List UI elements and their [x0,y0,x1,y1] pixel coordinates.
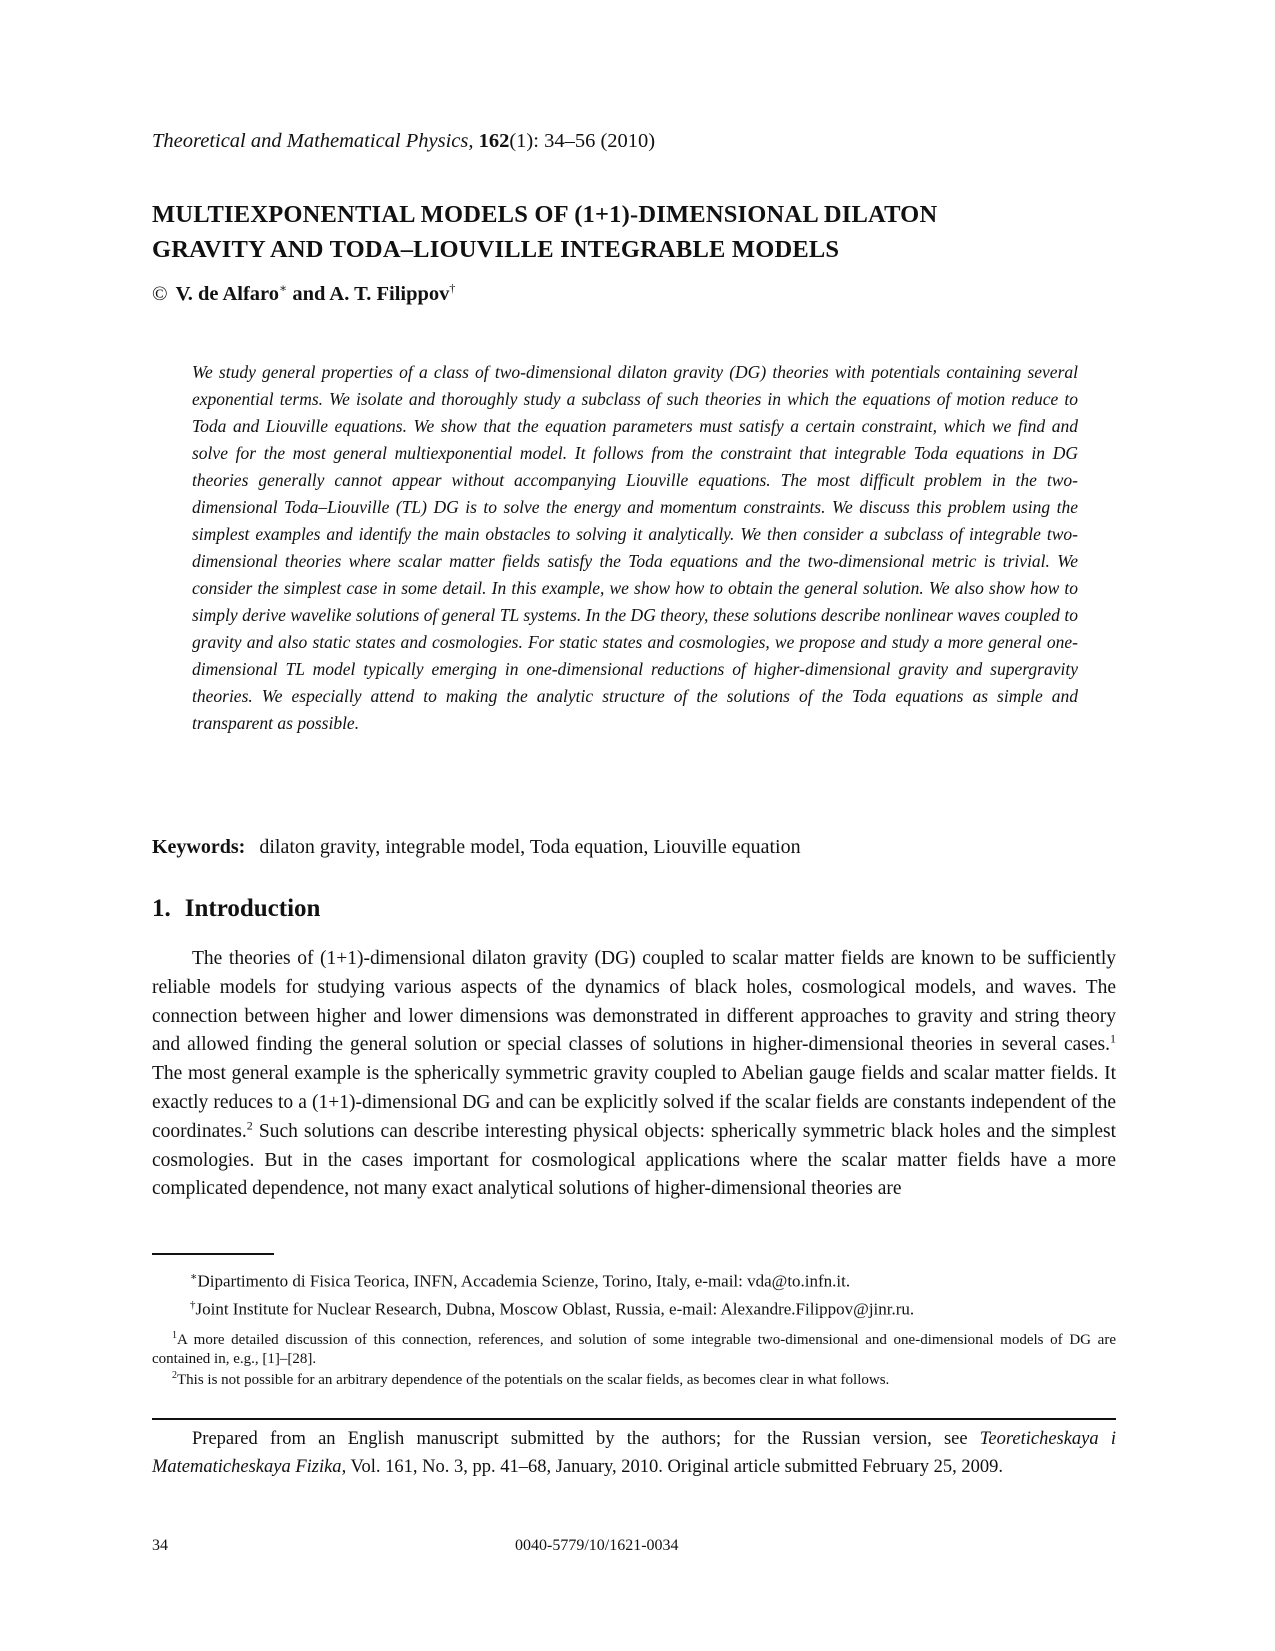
affiliation-1 [190,1264,850,1295]
keywords [152,836,801,859]
preparation-note [152,1425,1116,1481]
abstract: We study general properties of a class of two-dimensional dilaton gravity (DG) theories with potentials containing several exponential terms. We isolate and thoroughly study a subclass of such theories in which the equations of motion reduce to Toda and Liouville equations. We show that the equation parameters must satisfy a certain constraint, which we find and solve for the most general multiexponential model. It follows from the constraint that integrable Toda equations in DG theories generally cannot appear without accompanying Liouville equations. The most difficult problem in the two-dimensional Toda–Liouville (TL) DG is to solve the energy and momentum constraints. We discuss this problem using the simplest examples and identify the main obstacles to solving it analytically. We then consider a subclass of integrable two-dimensional theories where scalar matter fields satisfy the Toda equations and the two-dimensional metric is trivial. We consider the simplest case in some detail. In this example, we show how to obtain the general solution. We also show how to simply derive wavelike solutions of general TL systems. In the DG theory, these solutions describe nonlinear waves coupled to gravity and also static states and cosmologies. For static states and cosmologies, we propose and study a more general one-dimensional TL model typically emerging in one-dimensional reductions of higher-dimensional gravity and supergravity theories. We especially attend to making the analytic structure of the solutions of the Toda equations as simple and transparent as possible. [192,362,1078,733]
footnote-ref-2[interactable]: 2 [246,1118,253,1133]
russian-journal-name: Teoreticheskaya i Matematicheskaya Fizika [152,1429,1116,1477]
prepared-text-1: Prepared from an English manuscript submitted by the authors; for the Russian version, see [192,1429,980,1449]
author-conjunction: and [292,282,326,305]
body-paragraph [152,945,1116,1204]
footnote-1-text: A more detailed discussion of this connection, references, and solution of some integrable two-dimensional and one-dimensional models of DG are contained in, e.g., [1]–[28]. [152,1332,1116,1367]
footnote-1-mark: 1 [172,1330,177,1341]
footnote-2-text: This is not possible for an arbitrary dependence of the potentials on the scalar fields, as becomes clear in what follows. [177,1372,890,1388]
page-number: 34 [152,1537,168,1554]
journal-issue-pages: (1): 34–56 (2010) [509,130,656,152]
article-code: 0040-5779/10/1621-0034 [515,1537,679,1554]
footnote-divider [152,1253,274,1255]
author-line [152,281,455,306]
journal-reference [152,130,655,153]
affiliation-2 [190,1292,914,1323]
keywords-label: Keywords: [152,836,246,858]
body-text-1: The theories of (1+1)-dimensional dilaton gravity (DG) coupled to scalar matter fields are known to be sufficiently reliable models for studying various aspects of the dynamics of black holes, cosmological models, and waves. The connection between higher and lower dimensions was demonstrated in different approaches to gravity and string theory and allowed finding the general solution or special classes of solutions in higher-dimensional theories in several cases. [152,948,1116,1056]
journal-name: Theoretical and Mathematical Physics, [152,130,474,152]
author-1: V. de Alfaro [175,282,280,305]
author-2: A. T. Filippov [329,282,450,305]
author-2-mark: † [449,281,456,295]
body-text-3: Such solutions can describe interesting physical objects: spherically symmetric black holes and the simplest cosmologies. But in the cases important for cosmological applications where the scalar matter fields have a more complicated dependence, not many exact analytical solutions of higher-dimensional theories are [152,1120,1116,1200]
prepared-text-2: , Vol. 161, No. 3, pp. 41–68, January, 2010. Original article submitted February 25, 2009. [341,1457,1004,1477]
keywords-text: dilaton gravity, integrable model, Toda equation, Liouville equation [259,836,801,858]
affiliation-1-text: Dipartimento di Fisica Teorica, INFN, Accademia Scienze, Torino, Italy, e-mail: vda@to.infn.it. [197,1271,851,1291]
copyright-icon: © [152,282,168,305]
title-line-2: GRAVITY AND TODA–LIOUVILLE INTEGRABLE MODELS [152,236,840,263]
affiliation-2-text: Joint Institute for Nuclear Research, Dubna, Moscow Oblast, Russia, e-mail: Alexandre.Filippov@jinr.ru. [195,1299,915,1319]
bottom-divider [152,1418,1116,1420]
footnote-1 [152,1326,1116,1369]
section-title: Introduction [184,895,321,922]
section-number: 1. [152,895,171,922]
body-text-2: The most general example is the spherically symmetric gravity coupled to Abelian gauge fields and scalar matter fields. It exactly reduces to a (1+1)-dimensional DG and can be explicitly solved if the scalar fields are constants independent of the coordinates. [152,1063,1116,1142]
footnote-ref-1[interactable]: 1 [1110,1031,1116,1046]
author-1-mark: ∗ [279,281,288,295]
title-line-1: MULTIEXPONENTIAL MODELS OF (1+1)-DIMENSIONAL DILATON [152,201,938,228]
section-heading [152,895,320,923]
footnote-2-mark: 2 [172,1370,177,1381]
affiliation-1-mark: ∗ [190,1271,198,1283]
affiliation-2-mark: † [190,1299,196,1311]
article-title [152,197,1112,267]
journal-volume: 162 [478,130,510,152]
footnote-2 [172,1366,889,1390]
